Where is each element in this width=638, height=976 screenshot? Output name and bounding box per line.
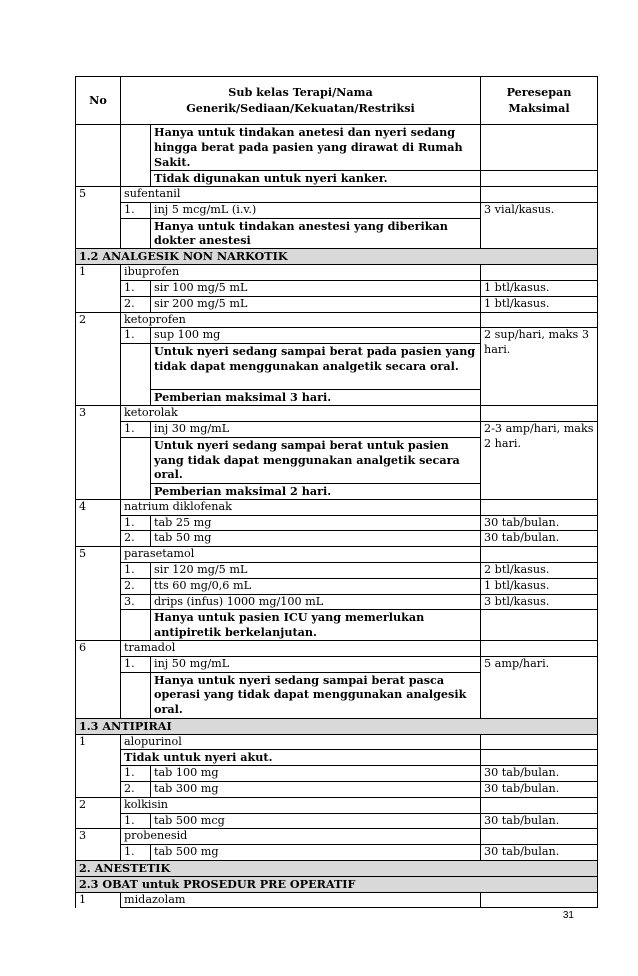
max-prescription: 30 tab/bulan.: [481, 766, 598, 782]
no-cell: [76, 562, 121, 578]
formulary-table-body: [76, 77, 598, 908]
max-prescription: 1 btl/kasus.: [481, 280, 598, 296]
max-prescription: 2-3 amp/hari, maks 2 hari.: [481, 421, 598, 499]
dosage-num: 1.: [121, 562, 151, 578]
drug-name: tramadol: [121, 641, 481, 657]
drug-row: [76, 312, 598, 328]
max-prescription: 30 tab/bulan.: [481, 813, 598, 829]
no-cell: [76, 594, 121, 610]
restriction-text: Hanya untuk tindakan anetesi dan nyeri sedang hingga berat pada pasien yang dirawat di Rumah Sakit.: [151, 125, 481, 171]
no-cell: [76, 515, 121, 531]
dosage-form: sup 100 mg: [151, 328, 481, 344]
section-title: 1.2 ANALGESIK NON NARKOTIK: [76, 249, 598, 265]
dosage-num: 1.: [121, 328, 151, 344]
drug-no: 5: [76, 547, 121, 563]
drug-max-cell: [481, 641, 598, 657]
header-no: No: [76, 77, 121, 125]
dosage-form: inj 30 mg/mL: [151, 421, 481, 437]
table-header-row: [76, 77, 598, 125]
drug-no: 2: [76, 797, 121, 813]
no-cell: [76, 483, 121, 499]
max-prescription: 2 sup/hari, maks 3 hari.: [481, 328, 598, 406]
no-cell: [76, 782, 121, 798]
num-cell: [121, 483, 151, 499]
dosage-num: 2.: [121, 782, 151, 798]
dosage-row: [76, 562, 598, 578]
restriction-text: Hanya untuk pasien ICU yang memerlukan antipiretik berkelanjutan.: [151, 610, 481, 641]
restriction-text: Hanya untuk nyeri sedang sampai berat pasca operasi yang tidak dapat menggunakan analgesik oral.: [151, 672, 481, 718]
dosage-num: 1.: [121, 280, 151, 296]
drug-max-cell: [481, 265, 598, 281]
dosage-form: inj 5 mcg/mL (i.v.): [151, 202, 481, 218]
no-cell: [76, 656, 121, 672]
drug-no: 3: [76, 406, 121, 422]
drug-no: 6: [76, 641, 121, 657]
no-cell: [76, 531, 121, 547]
drug-max-cell: [481, 406, 598, 422]
dosage-row: [76, 296, 598, 312]
dosage-form: drips (infus) 1000 mg/100 mL: [151, 594, 481, 610]
dosage-row: [76, 515, 598, 531]
num-cell: [121, 344, 151, 390]
num-cell: [121, 390, 151, 406]
drug-name: ibuprofen: [121, 265, 481, 281]
max-cell: [481, 610, 598, 641]
dosage-form: tab 300 mg: [151, 782, 481, 798]
dosage-form: sir 120 mg/5 mL: [151, 562, 481, 578]
num-cell: [121, 437, 151, 483]
drug-no: 1: [76, 892, 121, 908]
dosage-row: [76, 531, 598, 547]
section-row: [76, 718, 598, 734]
dosage-num: 1.: [121, 813, 151, 829]
no-cell: [76, 202, 121, 218]
drug-max-cell: [481, 892, 598, 908]
restriction-text: Tidak untuk nyeri akut.: [121, 750, 481, 766]
drug-row: [76, 547, 598, 563]
num-cell: [121, 672, 151, 718]
dosage-form: tab 25 mg: [151, 515, 481, 531]
restriction-row: [76, 125, 598, 171]
formulary-table: [75, 76, 598, 908]
dosage-form: sir 100 mg/5 mL: [151, 280, 481, 296]
section-row: [76, 249, 598, 265]
num-cell: [121, 610, 151, 641]
dosage-row: [76, 845, 598, 861]
dosage-row: [76, 202, 598, 218]
dosage-row: [76, 280, 598, 296]
dosage-row: [76, 578, 598, 594]
drug-row: [76, 186, 598, 202]
section-title: 2.3 OBAT untuk PROSEDUR PRE OPERATIF: [76, 876, 598, 892]
no-cell: [76, 672, 121, 718]
dosage-row: [76, 656, 598, 672]
drug-name: sufentanil: [121, 186, 481, 202]
drug-max-cell: [481, 797, 598, 813]
dosage-form: sir 200 mg/5 mL: [151, 296, 481, 312]
drug-name: kolkisin: [121, 797, 481, 813]
drug-row: [76, 829, 598, 845]
dosage-num: 1.: [121, 421, 151, 437]
max-prescription: 3 btl/kasus.: [481, 594, 598, 610]
drug-no: 1: [76, 265, 121, 281]
restriction-row: [76, 750, 598, 766]
drug-row: [76, 499, 598, 515]
drug-no: 5: [76, 186, 121, 202]
drug-row: [76, 406, 598, 422]
max-prescription: 3 vial/kasus.: [481, 202, 598, 249]
no-cell: [76, 125, 121, 171]
drug-no: 4: [76, 499, 121, 515]
restriction-text: Untuk nyeri sedang sampai berat untuk pasien yang tidak dapat menggunakan analgetik secara oral.: [151, 437, 481, 483]
dosage-num: 1.: [121, 202, 151, 218]
dosage-form: tab 50 mg: [151, 531, 481, 547]
header-max: Peresepan Maksimal: [481, 77, 598, 125]
max-prescription: 30 tab/bulan.: [481, 782, 598, 798]
num-cell: [121, 171, 151, 187]
dosage-row: [76, 421, 598, 437]
no-cell: [76, 421, 121, 437]
no-cell: [76, 813, 121, 829]
no-cell: [76, 171, 121, 187]
drug-no: 1: [76, 734, 121, 750]
drug-name: alopurinol: [121, 734, 481, 750]
no-cell: [76, 328, 121, 344]
dosage-row: [76, 594, 598, 610]
section-title: 2. ANESTETIK: [76, 861, 598, 877]
no-cell: [76, 344, 121, 390]
drug-max-cell: [481, 312, 598, 328]
dosage-num: 1.: [121, 515, 151, 531]
dosage-row: [76, 813, 598, 829]
dosage-num: 2.: [121, 578, 151, 594]
max-prescription: 1 btl/kasus.: [481, 296, 598, 312]
drug-no: 2: [76, 312, 121, 328]
no-cell: [76, 280, 121, 296]
no-cell: [76, 610, 121, 641]
no-cell: [76, 437, 121, 483]
max-prescription: 30 tab/bulan.: [481, 515, 598, 531]
section-title: 1.3 ANTIPIRAI: [76, 718, 598, 734]
dosage-form: tts 60 mg/0,6 mL: [151, 578, 481, 594]
max-prescription: 30 tab/bulan.: [481, 531, 598, 547]
dosage-form: tab 500 mg: [151, 845, 481, 861]
drug-max-cell: [481, 734, 598, 750]
dosage-row: [76, 766, 598, 782]
max-cell: [481, 125, 598, 171]
no-cell: [76, 390, 121, 406]
dosage-form: tab 100 mg: [151, 766, 481, 782]
dosage-num: 1.: [121, 766, 151, 782]
restriction-text: Pemberian maksimal 3 hari.: [151, 390, 481, 406]
drug-no: 3: [76, 829, 121, 845]
dosage-row: [76, 328, 598, 344]
num-cell: [121, 125, 151, 171]
drug-row: [76, 734, 598, 750]
dosage-num: 1.: [121, 845, 151, 861]
restriction-text: Untuk nyeri sedang sampai berat pada pasien yang tidak dapat menggunakan analgetik secara oral.: [151, 344, 481, 390]
drug-name: ketoprofen: [121, 312, 481, 328]
no-cell: [76, 750, 121, 766]
dosage-form: inj 50 mg/mL: [151, 656, 481, 672]
num-cell: [121, 218, 151, 249]
drug-name: parasetamol: [121, 547, 481, 563]
restriction-row: [76, 171, 598, 187]
no-cell: [76, 766, 121, 782]
drug-row: [76, 641, 598, 657]
header-name: Sub kelas Terapi/Nama Generik/Sediaan/Kekuatan/Restriksi: [121, 77, 481, 125]
page-number: 31: [562, 910, 574, 921]
drug-row: [76, 797, 598, 813]
drug-max-cell: [481, 499, 598, 515]
drug-max-cell: [481, 547, 598, 563]
max-cell: [481, 171, 598, 187]
drug-row: [76, 265, 598, 281]
max-prescription: 1 btl/kasus.: [481, 578, 598, 594]
dosage-row: [76, 782, 598, 798]
no-cell: [76, 218, 121, 249]
dosage-form: tab 500 mcg: [151, 813, 481, 829]
drug-name: midazolam: [121, 892, 481, 908]
dosage-num: 3.: [121, 594, 151, 610]
drug-name: probenesid: [121, 829, 481, 845]
drug-max-cell: [481, 186, 598, 202]
dosage-num: 1.: [121, 656, 151, 672]
no-cell: [76, 578, 121, 594]
no-cell: [76, 845, 121, 861]
drug-name: ketorolak: [121, 406, 481, 422]
max-cell: [481, 750, 598, 766]
section-row: [76, 876, 598, 892]
max-prescription: 5 amp/hari.: [481, 656, 598, 718]
restriction-text: Pemberian maksimal 2 hari.: [151, 483, 481, 499]
section-row: [76, 861, 598, 877]
restriction-text: Tidak digunakan untuk nyeri kanker.: [151, 171, 481, 187]
dosage-num: 2.: [121, 296, 151, 312]
max-prescription: 30 tab/bulan.: [481, 845, 598, 861]
drug-row: [76, 892, 598, 908]
drug-name: natrium diklofenak: [121, 499, 481, 515]
no-cell: [76, 296, 121, 312]
formulary-sheet: [75, 76, 597, 908]
restriction-text: Hanya untuk tindakan anestesi yang diberikan dokter anestesi: [151, 218, 481, 249]
dosage-num: 2.: [121, 531, 151, 547]
restriction-row: [76, 610, 598, 641]
max-prescription: 2 btl/kasus.: [481, 562, 598, 578]
drug-max-cell: [481, 829, 598, 845]
